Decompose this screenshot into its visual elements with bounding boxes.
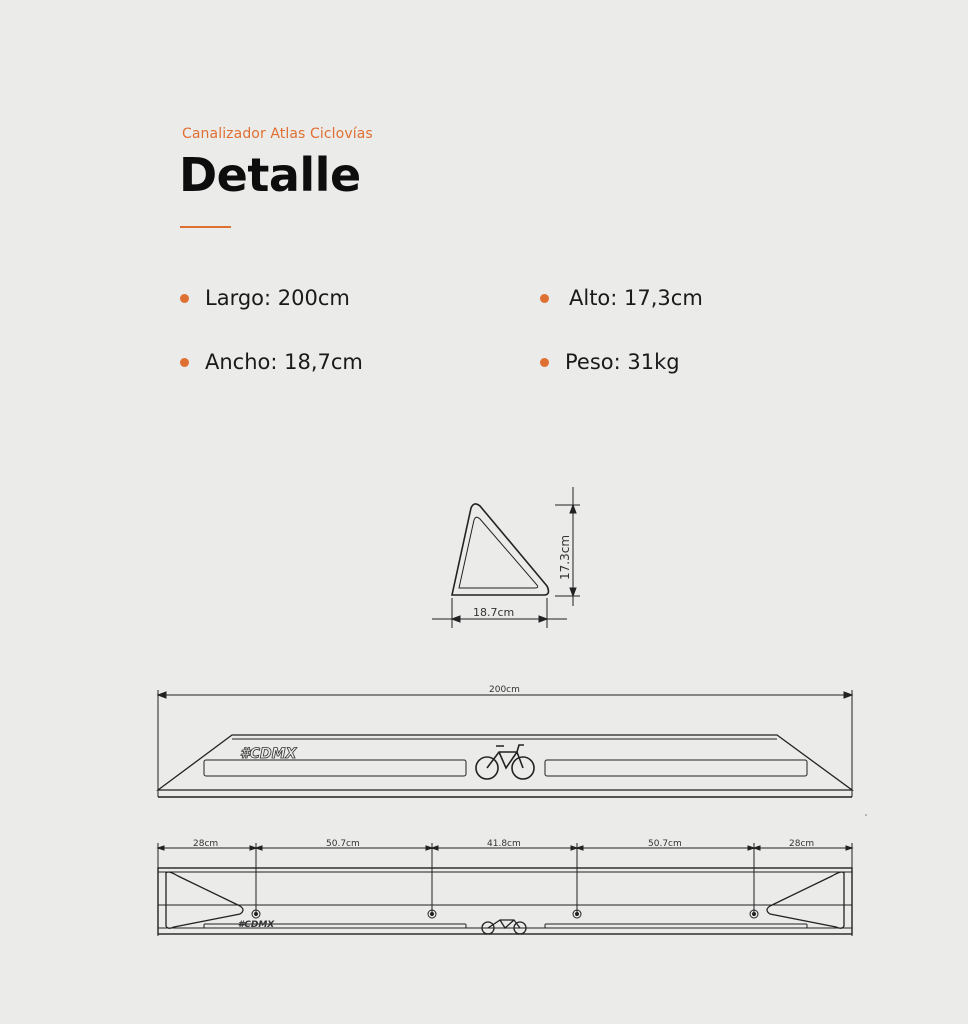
spec-label: Ancho: 18,7cm — [205, 350, 363, 374]
spacing-label: 28cm — [789, 839, 815, 849]
speck — [865, 814, 867, 816]
side-marking-label: #CDMX — [240, 746, 297, 762]
side-length-label: 200cm — [489, 685, 520, 695]
profile-height-label: 17.3cm — [558, 534, 572, 580]
eyebrow-label: Canalizador Atlas Ciclovías — [182, 126, 373, 142]
bicycle-icon — [482, 920, 526, 934]
spacing-label: 28cm — [193, 839, 219, 849]
spacing-label: 50.7cm — [648, 839, 682, 849]
spacing-label: 41.8cm — [487, 839, 521, 849]
bicycle-icon — [476, 745, 534, 779]
spec-label: Peso: 31kg — [565, 350, 680, 374]
top-marking-label: #CDMX — [238, 920, 275, 930]
spacing-label: 50.7cm — [326, 839, 360, 849]
page-title: Detalle — [179, 148, 361, 202]
profile-width-label: 18.7cm — [473, 606, 515, 619]
spec-label: Largo: 200cm — [205, 286, 350, 310]
spec-label: Alto: 17,3cm — [569, 286, 703, 310]
side-view-drawing — [158, 690, 852, 797]
